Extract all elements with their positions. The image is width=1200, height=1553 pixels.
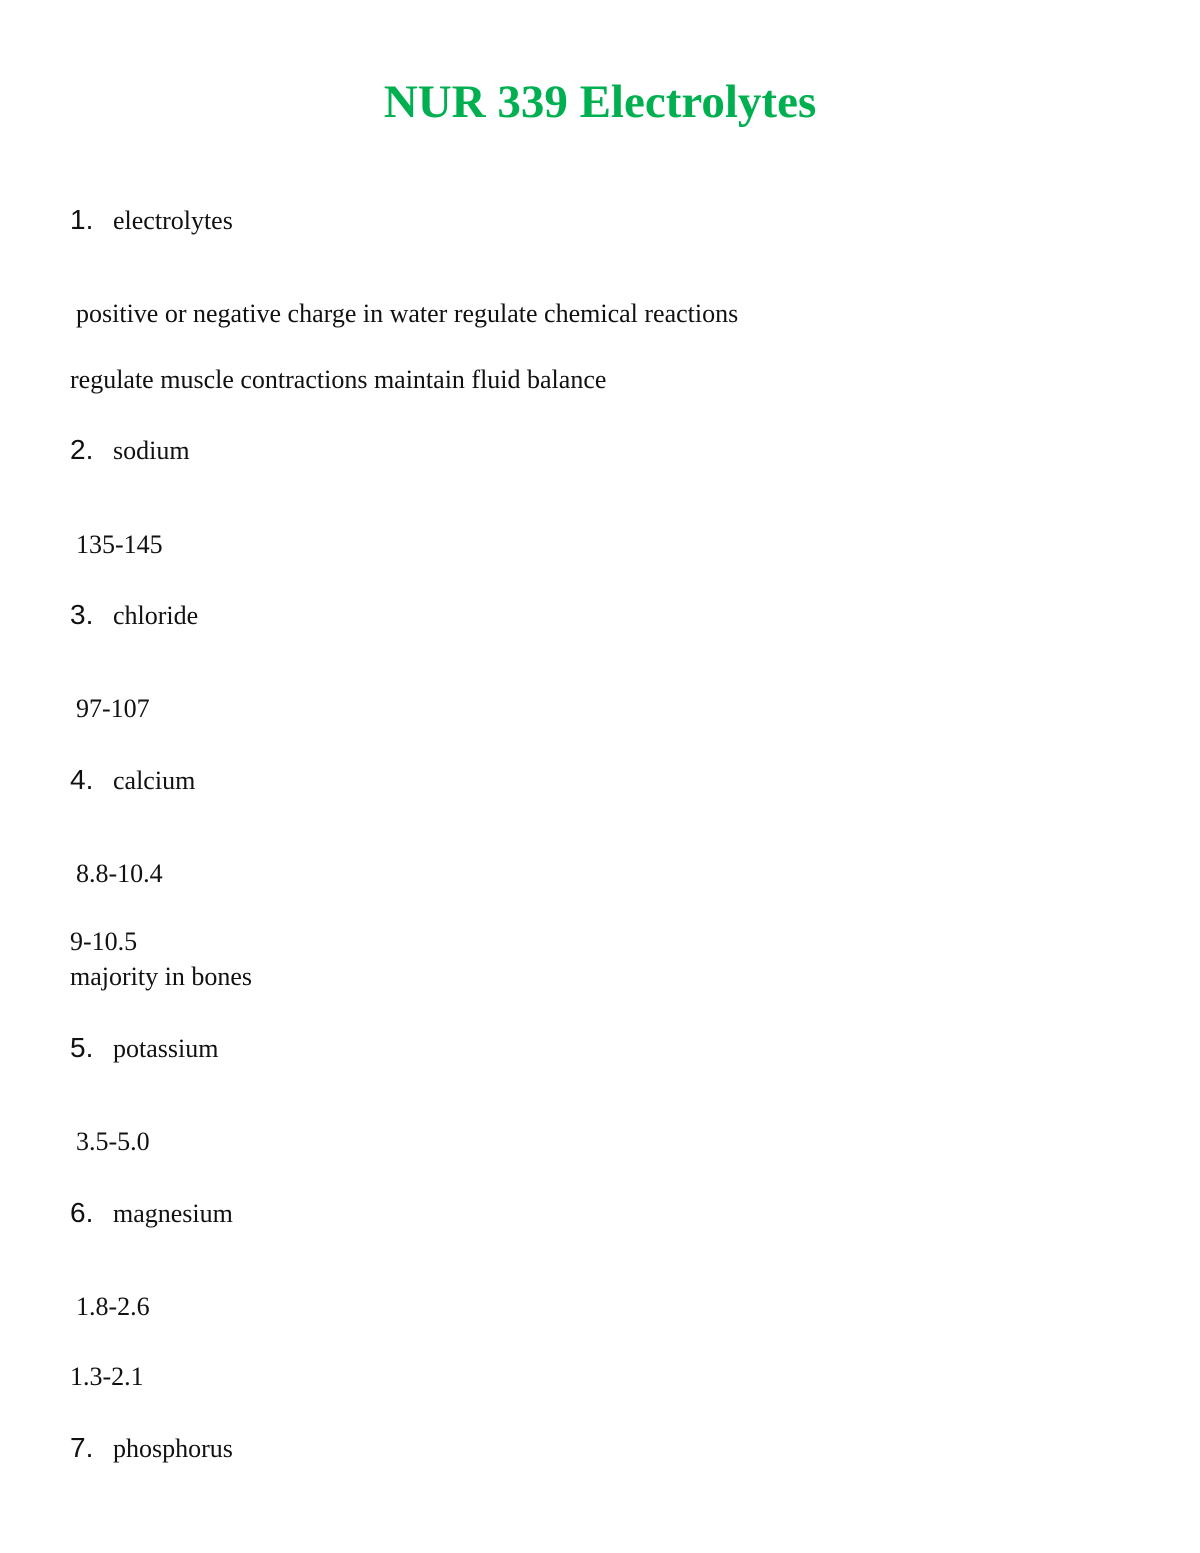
list-item-calcium [70,763,195,802]
answer-line: 8.8-10.4 [76,859,163,888]
item-number: 4. [70,764,94,795]
answer-line: 1.3-2.1 [70,1362,144,1391]
item-number: 2. [70,434,94,465]
item-term: calcium [113,766,196,795]
item-number: 5. [70,1032,94,1063]
item-term: electrolytes [113,206,233,235]
item-term: potassium [113,1034,219,1063]
item-number: 3. [70,599,94,630]
answer-line: 135-145 [76,530,163,559]
answer-line: 3.5-5.0 [76,1127,150,1156]
answer-line: 97-107 [76,694,150,723]
item-number: 7. [70,1432,94,1463]
list-item-magnesium [70,1196,233,1235]
item-number: 1. [70,204,94,235]
list-item-sodium [70,433,190,472]
item-term: magnesium [113,1199,233,1228]
answer-line: positive or negative charge in water regulate chemical reactions [76,299,739,328]
list-item-electrolytes [70,203,233,242]
item-term: sodium [113,436,190,465]
list-item-potassium [70,1031,218,1070]
answer-line: 9-10.5 [70,927,138,956]
list-item-chloride [70,598,198,637]
item-term: chloride [113,601,199,630]
page-title: NUR 339 Electrolytes [383,76,817,128]
answer-line: majority in bones [70,962,252,991]
list-item-phosphorus [70,1431,233,1470]
item-term: phosphorus [113,1434,233,1463]
answer-line: regulate muscle contractions maintain fluid balance [70,365,607,394]
answer-line: 1.8-2.6 [76,1292,150,1321]
item-number: 6. [70,1197,94,1228]
